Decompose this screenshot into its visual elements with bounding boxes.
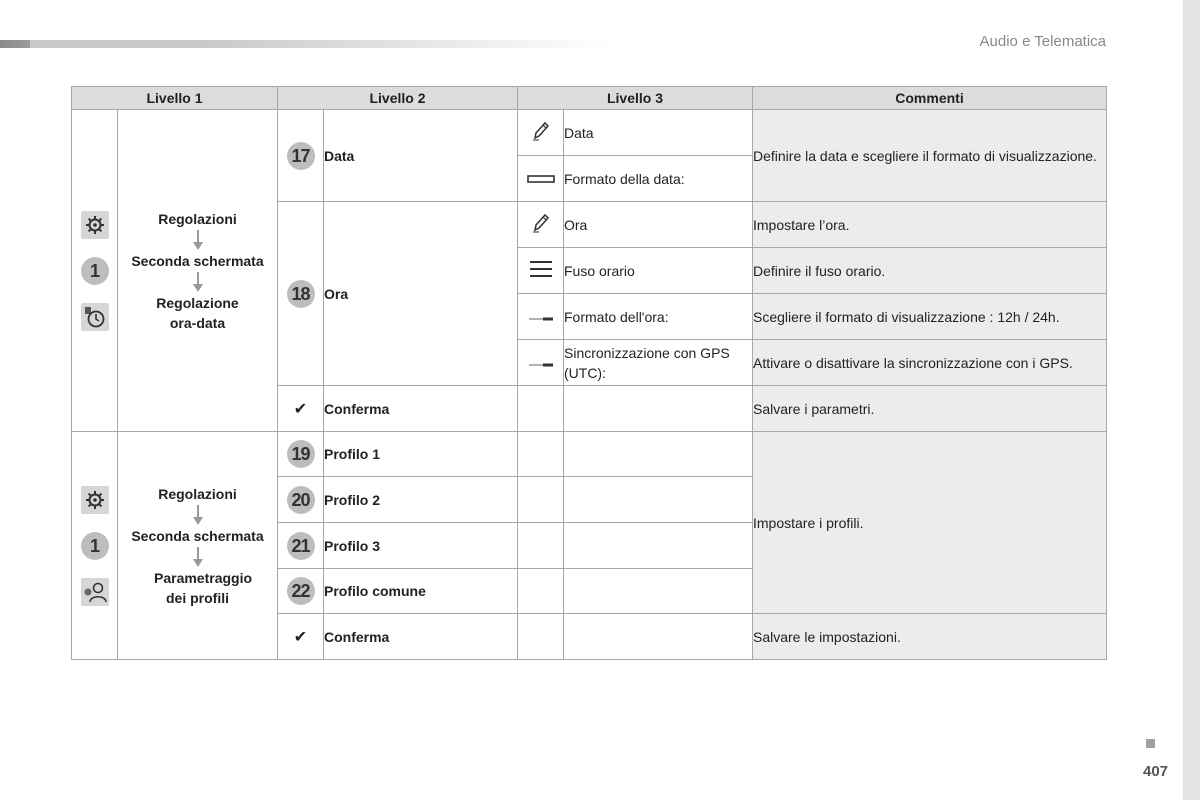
empty-cell <box>564 477 753 523</box>
step-badge-18: 18 <box>287 280 315 308</box>
empty-cell <box>518 386 564 432</box>
step-badge-1: 1 <box>81 532 109 560</box>
table-row <box>72 432 1107 477</box>
empty-cell <box>564 432 753 477</box>
level3-label-data: Data <box>564 110 753 156</box>
level3-icon-cell <box>518 248 564 294</box>
path-step-seconda-schermata: Seconda schermata <box>131 527 264 544</box>
arrow-down-icon <box>193 505 203 525</box>
comment-ora: Impostare l’ora. <box>753 202 1107 248</box>
level2-num-cell <box>278 614 324 660</box>
comment-formato-ora: Scegliere il formato di visualizzazione : 12h / 24h. <box>753 294 1107 340</box>
slider-bar-icon <box>527 174 555 184</box>
step-badge-17: 17 <box>287 142 315 170</box>
arrow-down-icon <box>193 230 203 250</box>
level2-num-cell <box>278 569 324 614</box>
level2-num-cell <box>278 523 324 569</box>
level1-path-cell <box>118 110 278 432</box>
level3-icon-cell <box>518 110 564 156</box>
header-level2: Livello 2 <box>278 87 518 110</box>
step-badge-19: 19 <box>287 440 315 468</box>
path-step-regolazioni: Regolazioni <box>158 210 237 227</box>
level1-path-cell <box>118 432 278 660</box>
level2-label-profilo-1: Profilo 1 <box>324 432 518 477</box>
header-gradient-bar <box>0 40 610 48</box>
comment-data: Definire la data e scegliere il formato di visualizzazione. <box>753 110 1107 202</box>
arrow-down-icon <box>193 272 203 292</box>
empty-cell <box>518 614 564 660</box>
comment-conferma-impostazioni: Salvare le impostazioni. <box>753 614 1107 660</box>
header-comments: Commenti <box>753 87 1107 110</box>
pencil-icon <box>531 120 551 142</box>
level2-label-conferma: Conferma <box>324 614 518 660</box>
path-step-seconda-schermata: Seconda schermata <box>131 252 264 269</box>
comment-profili: Impostare i profili. <box>753 432 1107 614</box>
gear-icon <box>81 486 109 514</box>
level3-label-formato-data: Formato della data: <box>564 156 753 202</box>
list-icon <box>529 260 553 278</box>
empty-cell <box>518 477 564 523</box>
settings-table <box>71 86 1107 660</box>
level3-icon-cell <box>518 202 564 248</box>
clock-icon <box>81 303 109 331</box>
path-step-regolazioni: Regolazioni <box>158 485 237 502</box>
page-marker <box>1146 739 1155 748</box>
empty-cell <box>564 569 753 614</box>
table-header-row <box>72 87 1107 110</box>
comment-sincronizzazione: Attivare o disattivare la sincronizzazione con i GPS. <box>753 340 1107 386</box>
path-step-parametraggio-profili: Parametraggio dei profili <box>154 569 253 606</box>
pencil-icon <box>531 212 551 234</box>
checkmark-icon: ✔ <box>293 400 308 418</box>
level2-num-cell <box>278 386 324 432</box>
section-title: Audio e Telematica <box>979 33 1106 50</box>
empty-cell <box>564 523 753 569</box>
level2-num-cell <box>278 432 324 477</box>
level2-label-data: Data <box>324 110 518 202</box>
level2-label-ora: Ora <box>324 202 518 386</box>
profile-icon <box>81 578 109 606</box>
step-badge-22: 22 <box>287 577 315 605</box>
level2-label-conferma: Conferma <box>324 386 518 432</box>
empty-cell <box>564 614 753 660</box>
page-edge-strip <box>1183 0 1200 800</box>
level3-label-ora: Ora <box>564 202 753 248</box>
level3-label-formato-ora: Formato dell'ora: <box>564 294 753 340</box>
level3-icon-cell <box>518 156 564 202</box>
step-badge-21: 21 <box>287 532 315 560</box>
comment-fuso-orario: Definire il fuso orario. <box>753 248 1107 294</box>
empty-cell <box>564 386 753 432</box>
path-step-regolazione-ora-data: Regolazione ora-data <box>156 294 239 331</box>
level3-label-fuso-orario: Fuso orario <box>564 248 753 294</box>
empty-cell <box>518 569 564 614</box>
level2-num-cell <box>278 477 324 523</box>
checkmark-icon: ✔ <box>293 628 308 646</box>
header-level1: Livello 1 <box>72 87 278 110</box>
level2-label-profilo-comune: Profilo comune <box>324 569 518 614</box>
table-row <box>72 110 1107 156</box>
step-badge-1: 1 <box>81 257 109 285</box>
level2-label-profilo-3: Profilo 3 <box>324 523 518 569</box>
level2-label-profilo-2: Profilo 2 <box>324 477 518 523</box>
gear-icon <box>81 211 109 239</box>
level2-num-cell <box>278 110 324 202</box>
toggle-icon <box>528 316 554 322</box>
empty-cell <box>518 523 564 569</box>
arrow-down-icon <box>193 547 203 567</box>
level1-icons-cell <box>72 110 118 432</box>
level1-icons-cell <box>72 432 118 660</box>
level3-icon-cell <box>518 294 564 340</box>
toggle-icon <box>528 362 554 368</box>
header-level3: Livello 3 <box>518 87 753 110</box>
comment-conferma: Salvare i parametri. <box>753 386 1107 432</box>
level2-num-cell <box>278 202 324 386</box>
page-number: 407 <box>1143 763 1169 780</box>
level3-label-sincronizzazione: Sincronizzazione con GPS (UTC): <box>564 340 753 386</box>
step-badge-20: 20 <box>287 486 315 514</box>
empty-cell <box>518 432 564 477</box>
level3-icon-cell <box>518 340 564 386</box>
